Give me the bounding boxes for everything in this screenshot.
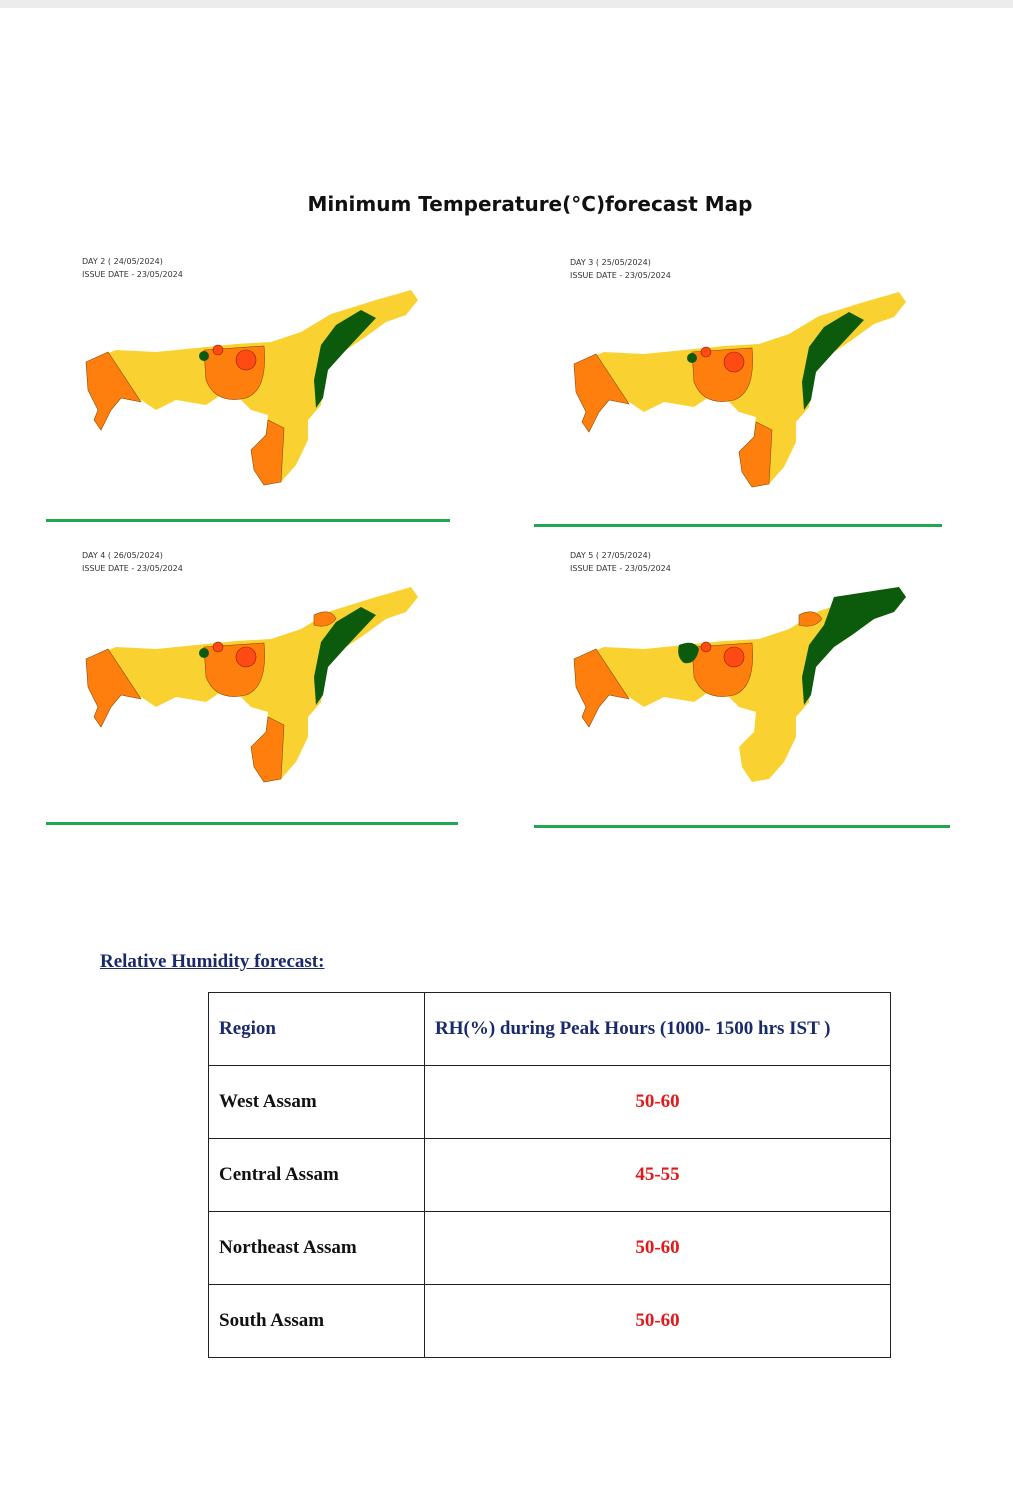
page-title: Minimum Temperature(°C)forecast Map [307, 192, 753, 216]
map-panel-day3 [534, 250, 942, 526]
table-header-row [209, 993, 891, 1066]
map-panel-day4 [46, 545, 458, 825]
region-cell: South Assam [209, 1285, 425, 1358]
region-cell: Northeast Assam [209, 1212, 425, 1285]
table-row [209, 1139, 891, 1212]
map-issue-label: ISSUE DATE - 23/05/2024 [570, 271, 671, 280]
section-divider [534, 825, 950, 828]
map-day-label: DAY 5 ( 27/05/2024) [570, 551, 651, 560]
section-divider [46, 822, 458, 825]
map-day-label: DAY 2 ( 24/05/2024) [82, 257, 163, 266]
table-row [209, 1285, 891, 1358]
map-panel-day2 [46, 250, 450, 520]
assam-temperature-map [534, 272, 938, 512]
map-day-label: DAY 3 ( 25/05/2024) [570, 258, 651, 267]
map-issue-label: ISSUE DATE - 23/05/2024 [82, 270, 183, 279]
rh-value-cell: 50-60 [425, 1212, 891, 1285]
rh-forecast-table [208, 992, 891, 1358]
assam-temperature-map [46, 270, 450, 510]
rh-section-heading: Relative Humidity forecast: [100, 951, 325, 972]
header-region: Region [209, 993, 425, 1066]
map-day-label: DAY 4 ( 26/05/2024) [82, 551, 163, 560]
rh-value-cell: 50-60 [425, 1066, 891, 1139]
rh-value-cell: 50-60 [425, 1285, 891, 1358]
assam-temperature-map [534, 567, 938, 807]
top-status-bar [0, 0, 1013, 8]
region-cell: Central Assam [209, 1139, 425, 1212]
header-rh: RH(%) during Peak Hours (1000- 1500 hrs IST ) [425, 993, 891, 1066]
rh-value-cell: 45-55 [425, 1139, 891, 1212]
map-issue-label: ISSUE DATE - 23/05/2024 [82, 564, 183, 573]
map-panel-day5 [534, 545, 950, 829]
section-divider [46, 519, 450, 522]
table-row [209, 1212, 891, 1285]
region-cell: West Assam [209, 1066, 425, 1139]
table-row [209, 1066, 891, 1139]
map-issue-label: ISSUE DATE - 23/05/2024 [570, 564, 671, 573]
assam-temperature-map [46, 567, 450, 807]
section-divider [534, 524, 942, 527]
